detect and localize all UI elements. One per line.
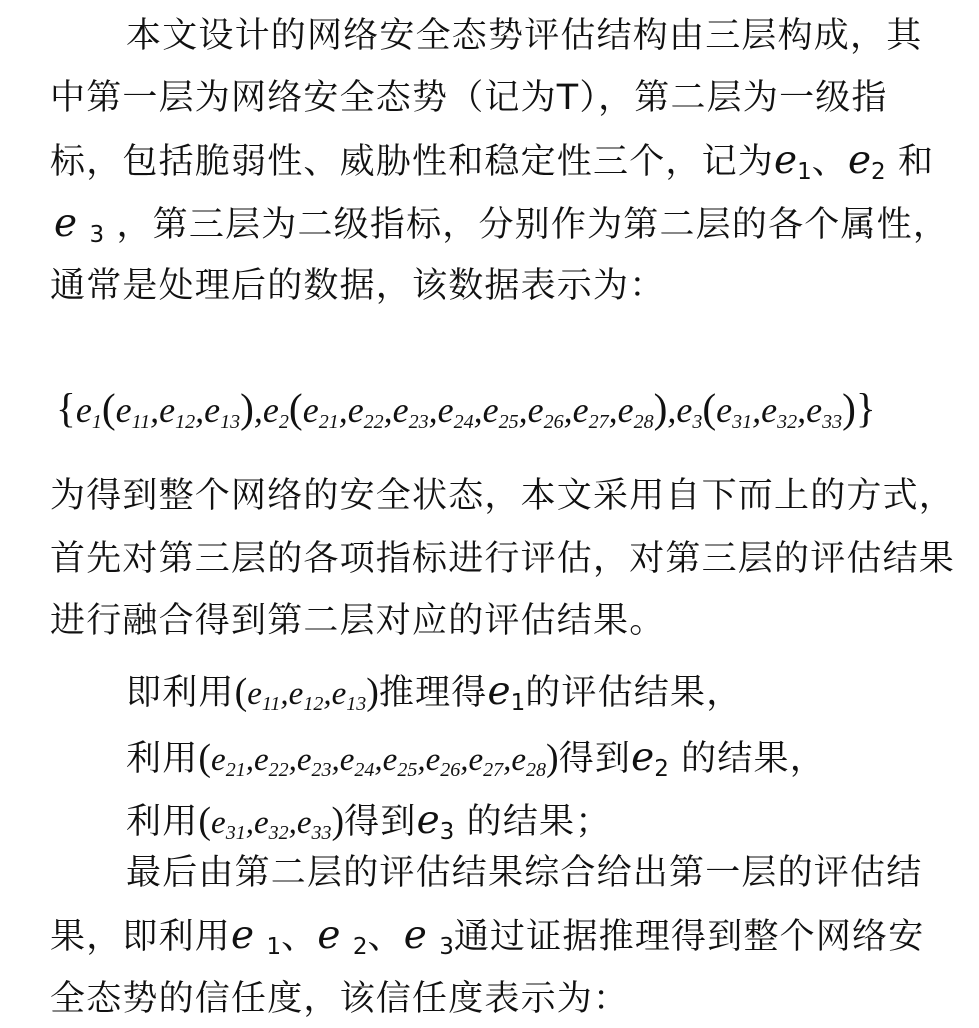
para1-line4 [54, 201, 950, 248]
para1-line5: 通常是处理后的数据，该数据表示为： [50, 266, 666, 306]
step1 [126, 669, 743, 716]
formula-e2-group: $(e_{21},e_{22},e_{23},e_{24},e_{25},e_{26},e_{27},e_{28})$ [198, 737, 559, 781]
var-e1: e $_1$ [231, 913, 282, 960]
var-e3: e $_3$ [54, 201, 105, 248]
text: 、 [811, 142, 848, 182]
var-e1: $e_1$ [487, 669, 526, 716]
text: 果，即利用 [50, 917, 232, 957]
para3-line3: 全态势的信任度，该信任度表示为： [50, 979, 630, 1019]
para3-line2 [50, 913, 925, 960]
text: 得到 [344, 802, 417, 842]
text: 的结果； [454, 802, 612, 842]
set-formula: $\{e_1(e_{11},e_{12},e_{13}),e_2(e_{21},e_{22},e_{23},e_{24},e_{25},e_{26},e_{27},e_{28}),e_3(e_{31},e_{32},e_{33})\}$ [56, 385, 876, 433]
text: 得到 [558, 739, 632, 779]
var-e3: $e_3$ [416, 798, 455, 845]
text: 通过证据推理得到整个网络安 [453, 917, 925, 957]
text: ，第三层为二级指标，分别作为第二层的各个属性， [116, 205, 950, 245]
formula-e3-group: $(e_{31},e_{32},e_{33})$ [198, 800, 345, 844]
text: 标，包括脆弱性、威胁性和稳定性三个，记为 [50, 142, 775, 182]
para2-line3: 进行融合得到第二层对应的评估结果。 [50, 601, 666, 641]
text: 和 [898, 142, 935, 182]
para1-line3 [50, 138, 935, 185]
text: 推理得 [378, 673, 488, 713]
text: 的结果， [668, 739, 826, 779]
text: 利用 [126, 802, 199, 842]
text: 、 [281, 917, 318, 957]
para2-line2: 首先对第三层的各项指标进行评估，对第三层的评估结果 [50, 539, 956, 579]
para1-line2: 中第一层为网络安全态势（记为T），第二层为一级指 [50, 78, 888, 118]
var-e2: $e_2$ [847, 138, 886, 185]
text: 的评估结果， [525, 673, 743, 713]
formula-e1-group: $(e_{11},e_{12},e_{13})$ [234, 671, 379, 715]
para1-line1: 本文设计的网络安全态势评估结构由三层构成，其 [126, 16, 923, 56]
text: 、 [367, 917, 404, 957]
text: 利用 [126, 739, 199, 779]
step2 [126, 735, 826, 782]
var-e2: e $_2$ [317, 913, 368, 960]
para2-line1: 为得到整个网络的安全状态，本文采用自下而上的方式， [50, 476, 956, 516]
para3-line1: 最后由第二层的评估结果综合给出第一层的评估结 [126, 853, 923, 893]
text: 即利用 [126, 673, 235, 713]
var-e1: $e_1$ [774, 138, 812, 185]
var-e2: $e_2$ [631, 735, 669, 782]
step3 [126, 798, 612, 845]
var-e3: e $_3$ [403, 913, 454, 960]
